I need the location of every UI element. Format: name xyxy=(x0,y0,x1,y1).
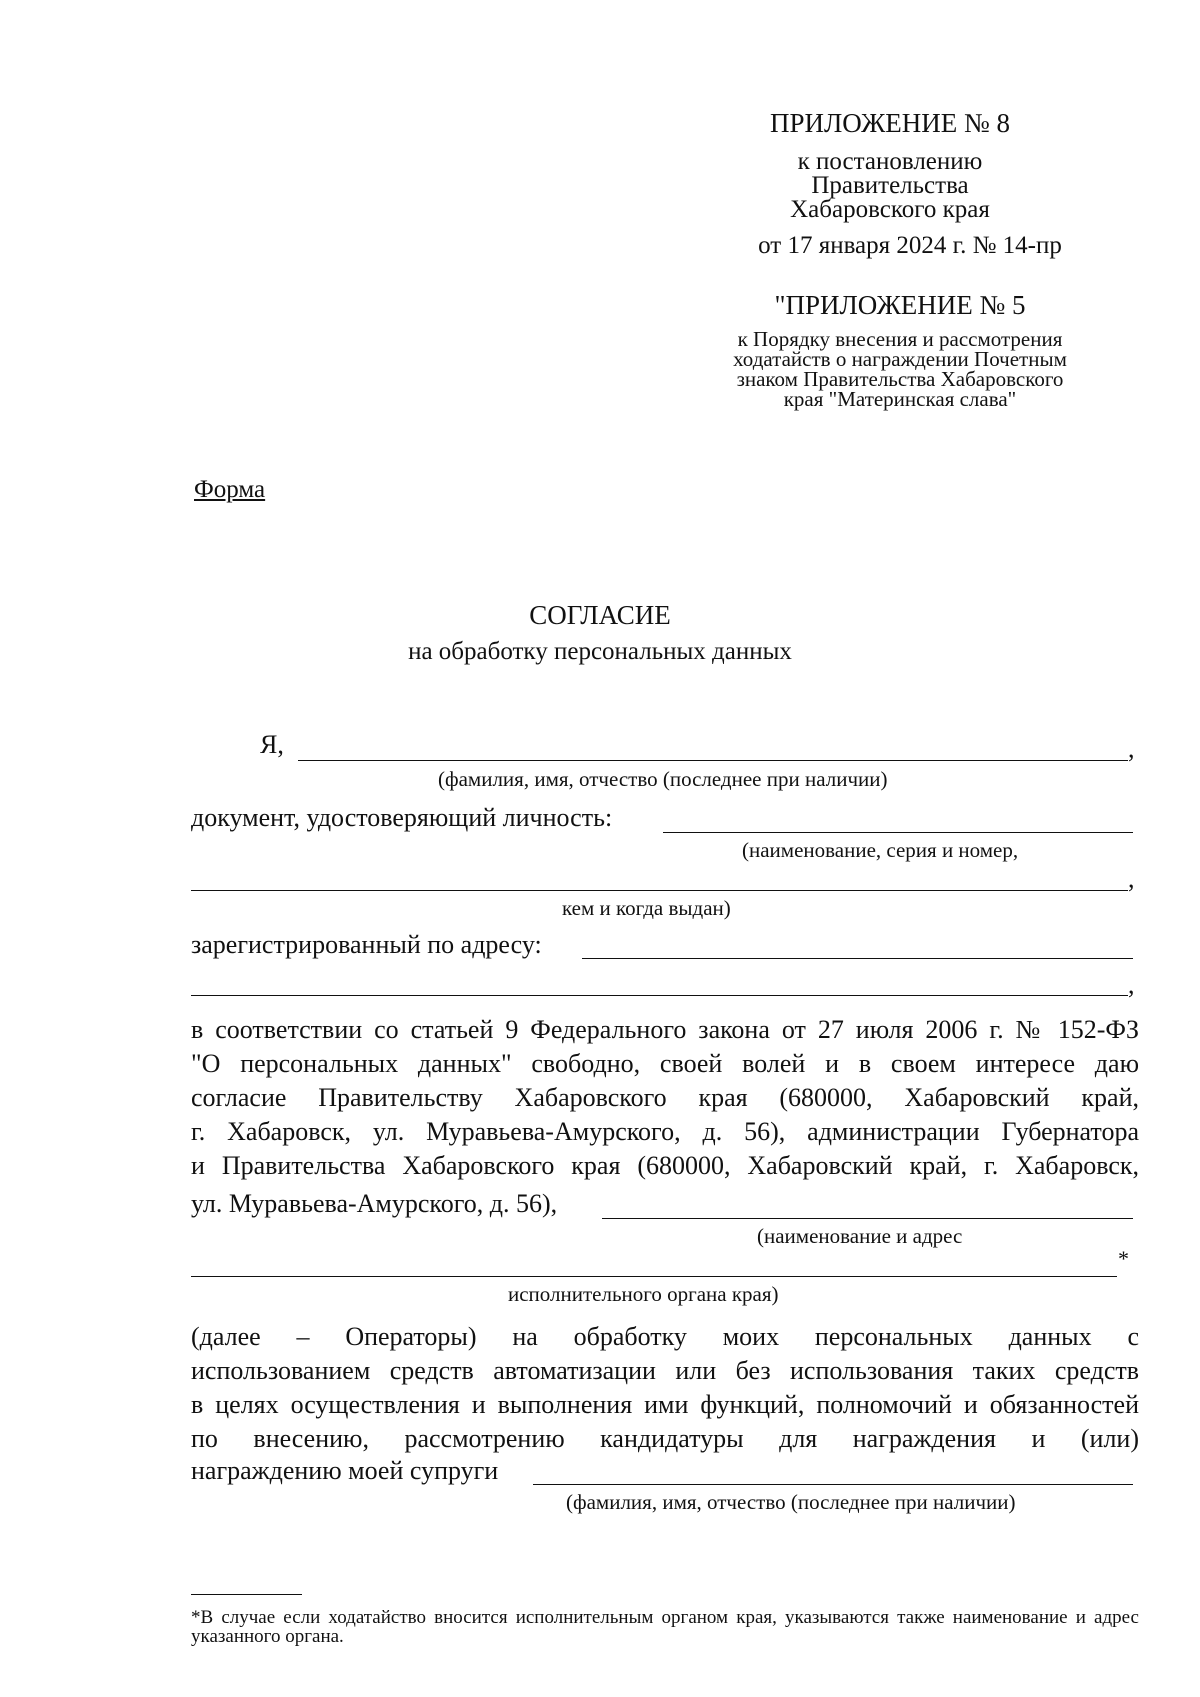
document-subtitle: на обработку персональных данных xyxy=(408,638,792,665)
asterisk-mark: * xyxy=(1118,1246,1129,1271)
operators-line: (далее – Операторы) на обработку моих персональных данных с xyxy=(191,1322,1139,1351)
address-label: зарегистрированный по адресу: xyxy=(191,930,542,959)
appendix-5-line: к Порядку внесения и рассмотрения xyxy=(737,327,1063,351)
consent-line: "О персональных данных" свободно, своей волей и в своем интересе даю xyxy=(191,1049,1139,1078)
appendix-5-line: ходатайств о награждении Почетным xyxy=(733,347,1067,371)
organ-caption-2: исполнительного органа края) xyxy=(508,1282,779,1306)
resolution-line: к постановлению xyxy=(797,148,983,175)
resolution-line: Хабаровского края xyxy=(790,196,990,223)
footnote: *В случае если ходатайство вносится исполнительным органом края, указываются также наименование и адрес указанного органа. xyxy=(191,1607,1139,1647)
spouse-input-line[interactable] xyxy=(533,1484,1133,1485)
operators-line-last: награждению моей супруги xyxy=(191,1456,499,1485)
operators-line: использованием средств автоматизации или без использования таких средств xyxy=(191,1356,1139,1385)
comma: , xyxy=(1128,864,1135,893)
consent-paragraph xyxy=(191,1013,1139,1183)
consent-line: в соответствии со статьей 9 Федерального закона от 27 июля 2006 г. № 152-ФЗ xyxy=(191,1015,1139,1044)
footnote-rule xyxy=(191,1594,302,1595)
appendix-5-line: знаком Правительства Хабаровского xyxy=(736,367,1064,391)
id-document-input-line-2[interactable] xyxy=(191,890,1128,891)
resolution-date-number: от 17 января 2024 г. № 14-пр xyxy=(758,232,1062,259)
resolution-line: Правительства xyxy=(811,172,969,199)
organ-input-line[interactable] xyxy=(602,1218,1133,1219)
resolution-reference xyxy=(720,150,1060,222)
appendix-8-title: ПРИЛОЖЕНИЕ № 8 xyxy=(769,108,1011,138)
id-document-caption-1: (наименование, серия и номер, xyxy=(742,838,1019,862)
form-label: Форма xyxy=(194,476,266,503)
consent-line: г. Хабаровск, ул. Муравьева-Амурского, д. 56), администрации Губернатора xyxy=(191,1117,1139,1146)
operators-line: в целях осуществления и выполнения ими функций, полномочий и обязанностей xyxy=(191,1390,1139,1419)
id-document-input-line[interactable] xyxy=(663,832,1133,833)
id-document-caption-2: кем и когда выдан) xyxy=(562,896,731,920)
comma: , xyxy=(1128,734,1135,763)
consent-line-last: ул. Муравьева-Амурского, д. 56), xyxy=(191,1189,558,1218)
appendix-5-title: "ПРИЛОЖЕНИЕ № 5 xyxy=(774,290,1026,320)
operators-paragraph xyxy=(191,1320,1139,1456)
consent-line: согласие Правительству Хабаровского края (680000, Хабаровский край, xyxy=(191,1083,1139,1112)
appendix-5-subtitle xyxy=(700,329,1100,409)
appendix-5-line: края "Материнская слава" xyxy=(783,387,1017,411)
fio-input-line[interactable] xyxy=(298,760,1128,761)
organ-caption-1: (наименование и адрес xyxy=(757,1224,963,1248)
operators-line: по внесению, рассмотрению кандидатуры для награждения и (или) xyxy=(191,1424,1139,1453)
consent-line: и Правительства Хабаровского края (680000, Хабаровский край, г. Хабаровск, xyxy=(191,1151,1139,1180)
spouse-caption: (фамилия, имя, отчество (последнее при наличии) xyxy=(566,1490,1016,1514)
id-document-label: документ, удостоверяющий личность: xyxy=(191,803,613,832)
i-label: Я, xyxy=(260,730,284,759)
fio-caption: (фамилия, имя, отчество (последнее при наличии) xyxy=(438,767,888,791)
document-title: СОГЛАСИЕ xyxy=(529,600,671,630)
organ-input-line-2[interactable] xyxy=(191,1276,1117,1277)
comma: , xyxy=(1128,970,1135,999)
address-input-line-2[interactable] xyxy=(191,995,1128,996)
address-input-line[interactable] xyxy=(582,958,1133,959)
